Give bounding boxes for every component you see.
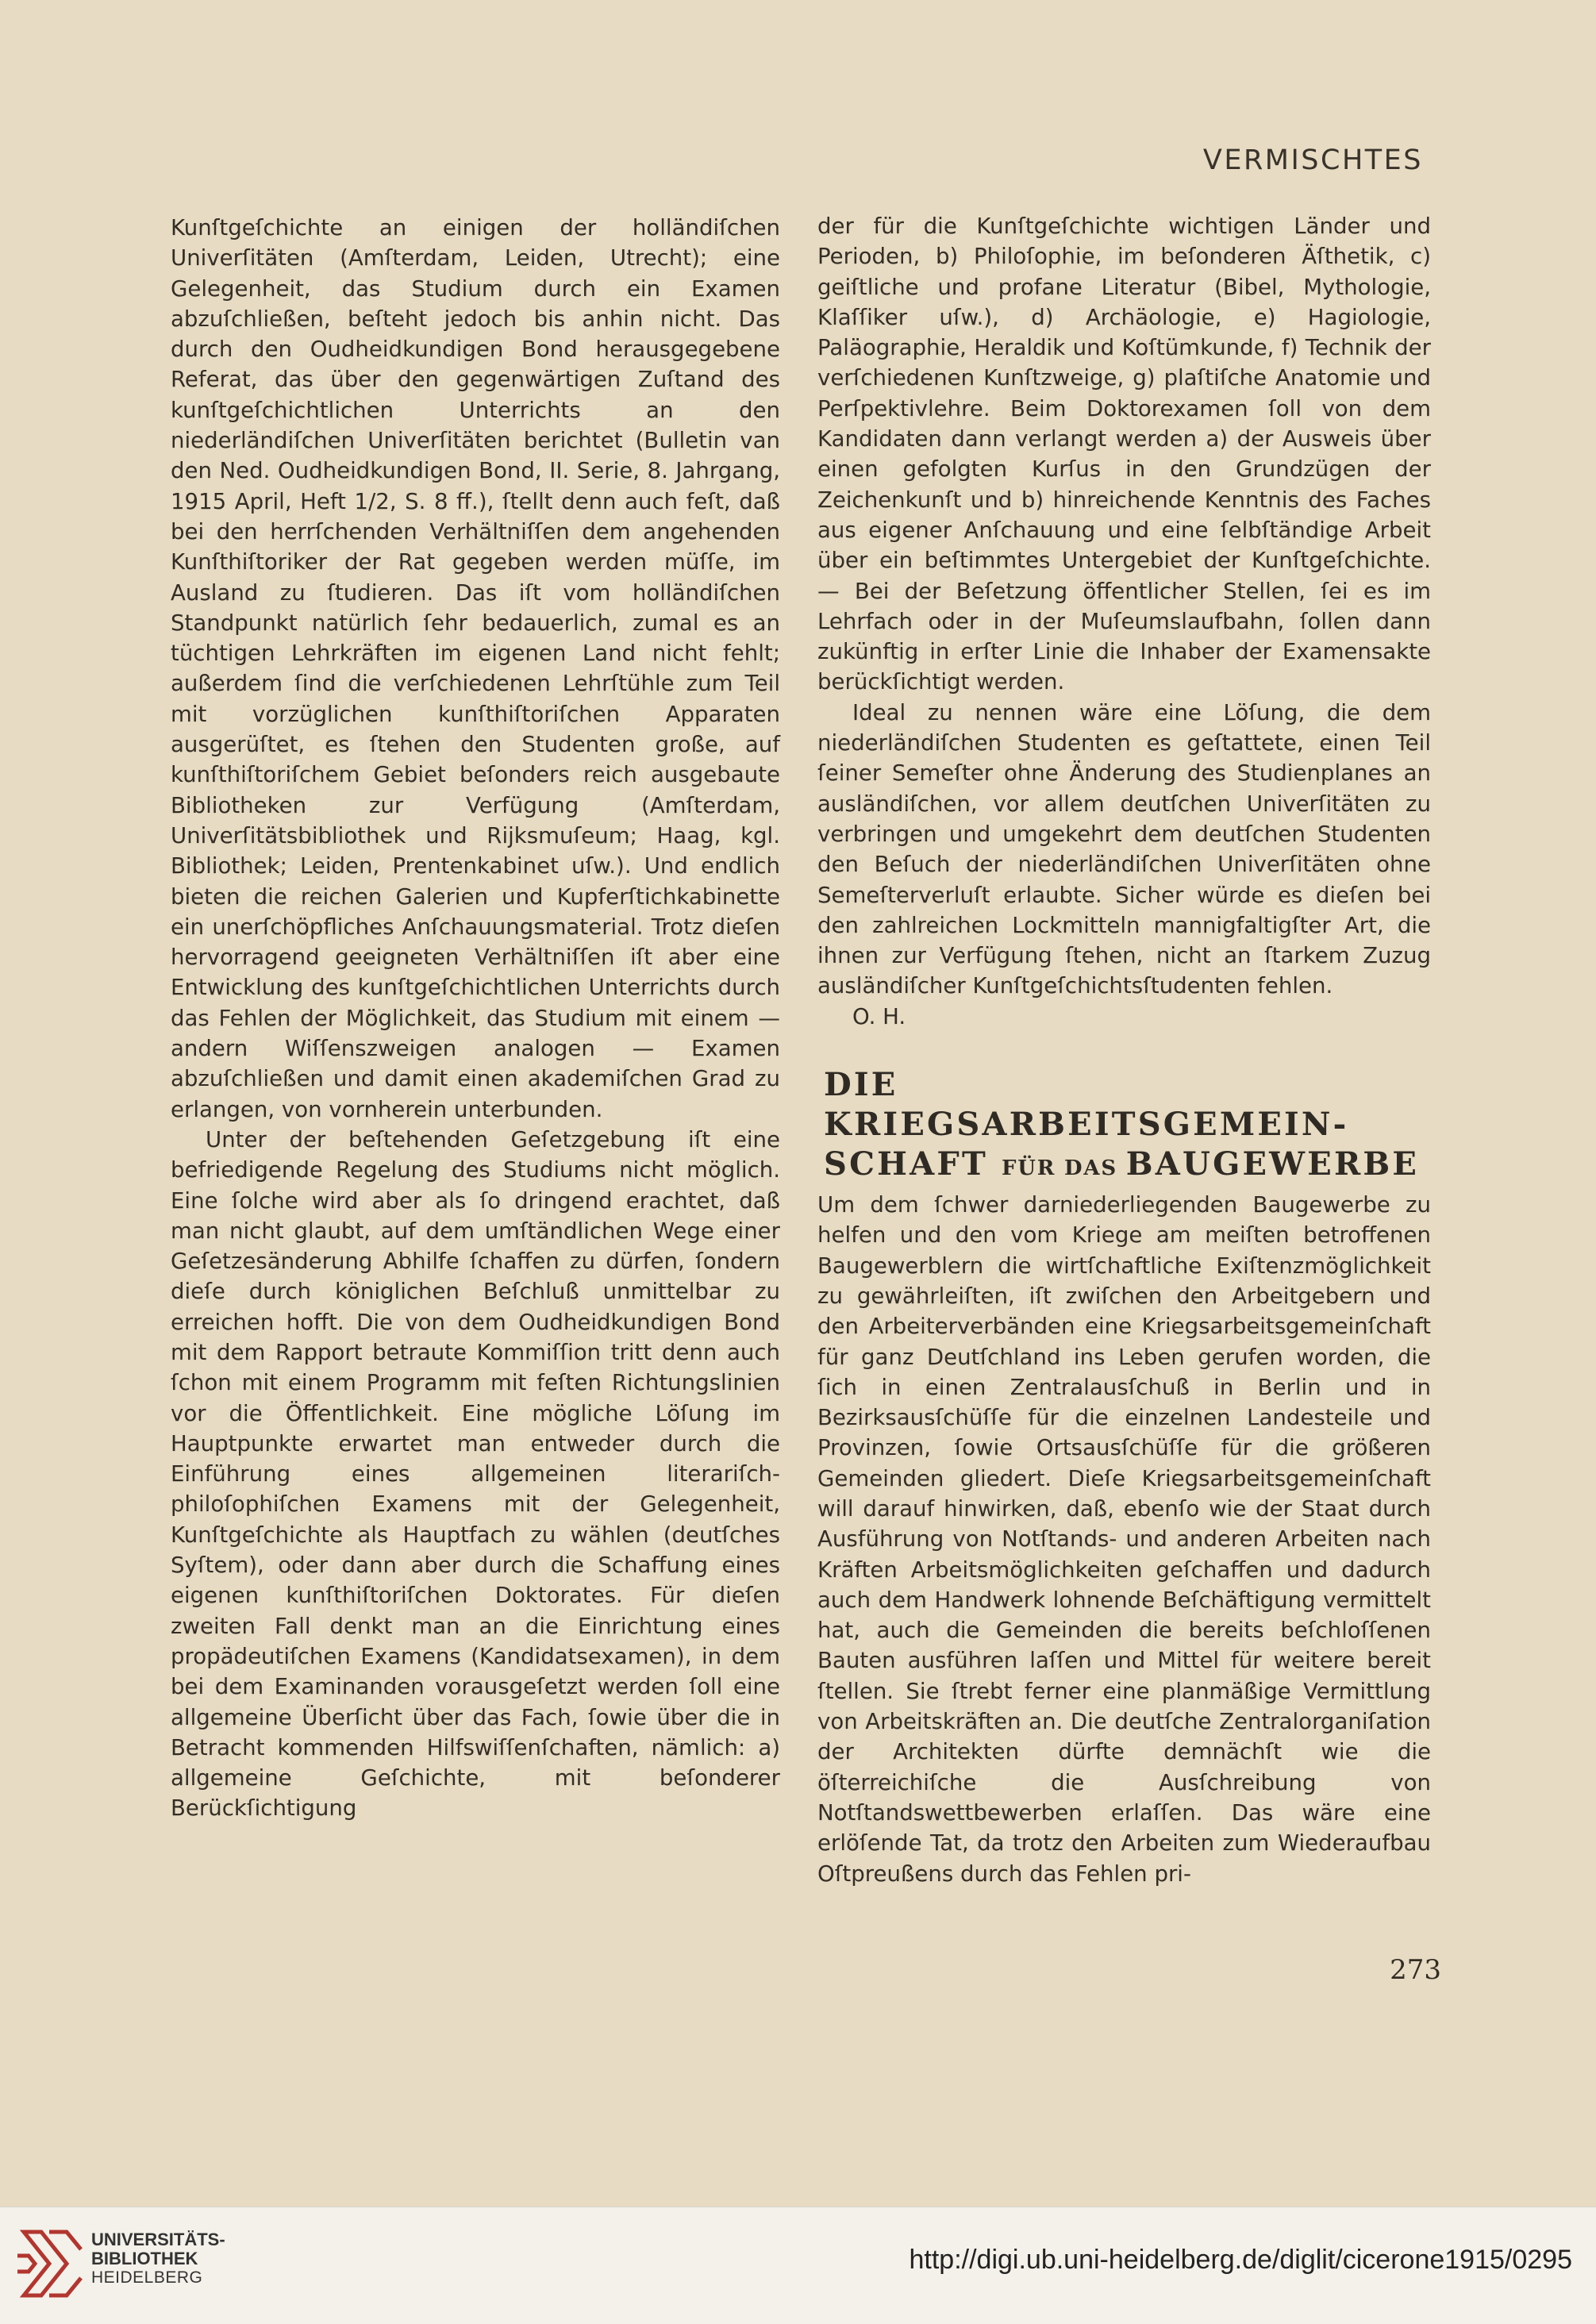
left-paragraph-1: Kunſtgeſchichte an einigen der holländiſchen Univerſitäten (Amſterdam, Leiden, Utrecht); eine Gelegenheit, das Studium durch ein Examen abzuſchließen, beſteht jedoch bis anhin nicht. Das durch den Oudheidkundigen Bond herausgegebene Referat, das über den gegenwärtigen Zuſtand des kunſtgeſchichtlichen Unterrichts an den niederländiſchen Univerſitäten berichtet (Bulletin van den Ned. Oudheidkundigen Bond, II. Serie, 8. Jahrgang, 1915 April, Heft 1/2, S. 8 ff.), ſtellt denn auch feſt, daß bei den herrſchenden Verhältniſſen dem angehenden Kunſthiſtoriker der Rat gegeben werden müſſe, im Ausland zu ſtudieren. Das iſt vom holländiſchen Standpunkt natürlich ſehr bedauerlich, zumal es an tüchtigen Lehrkräften im eigenen Land nicht fehlt; außerdem ſind die verſchiedenen Lehrſtühle zum Teil mit vorzüglichen kunſthiſtoriſchen Apparaten ausgerüſtet, es ſtehen den Studenten große, auf kunſthiſtoriſchem Gebiet beſonders reich ausgebaute Bibliotheken zur Verfügung (Amſterdam, Univerſitätsbibliothek und Rijksmuſeum; Haag, kgl. Bibliothek; Leiden, Prentenkabinet uſw.). Und endlich bieten die reichen Galerien und Kupferſtichkabinette ein unerſchöpfliches Anſchauungsmaterial. Trotz dieſen hervorragend geeigneten Verhältniſſen iſt aber eine Entwicklung des kunſtgeſchichtlichen Unterrichts durch das Fehlen der Möglichkeit, das Studium mit einem — andern Wiſſenszweigen analogen — Examen abzuſchließen und damit einen akademiſchen Grad zu erlangen, von vornherein unterbunden. (171, 214, 780, 1122)
library-logo-icon (17, 2224, 83, 2303)
heading-line-2 (824, 1145, 1431, 1188)
library-name (91, 2230, 225, 2287)
article-heading (824, 1065, 1431, 1188)
heading-word-baugewerbe: BAUGEWERBE (1125, 1145, 1420, 1183)
heading-word-schaft: SCHAFT (824, 1145, 1002, 1183)
library-name-line-2: BIBLIOTHEK (91, 2249, 198, 2268)
right-paragraph-1: der für die Kunſtgeſchichte wichtigen Länder und Perioden, b) Philoſophie, im beſonderen Äſthetik, c) geiſtliche und profane Literatur (Bibel, Mythologie, Klaſſiker uſw.), d) Archäologie, e) Hagiologie, Paläographie, Heraldik und Koſtümkunde, f) Technik der verſchiedenen Kunſtzweige, g) plaſtiſche Anatomie und Perſpektivlehre. Beim Doktorexamen ſoll von dem Kandidaten dann verlangt werden a) der Ausweis über einen gefolgten Kurſus in den Grundzügen der Zeichenkunſt und b) hinreichende Kenntnis des Faches aus eigener Anſchauung und eine ſelbſtändige Arbeit über ein beſtimmtes Untergebiet der Kunſtgeſchichte. — Bei der Beſetzung öffentlicher Stellen, ſei es im Lehrfach oder in der Muſeumslaufbahn, ſollen dann zukünftig in erſter Linie die Inhaber der Examensakte berückſichtigt werden. (817, 213, 1431, 695)
running-title: VERMISCHTES (1202, 144, 1423, 176)
page-number: 273 (1390, 1954, 1441, 1986)
right-column (817, 211, 1431, 1889)
left-paragraph-2: Unter der beſtehenden Geſetzgebung iſt eine befriedigende Regelung des Studiums nicht möglich. Eine ſolche wird aber als ſo dringend erachtet, daß man nicht glaubt, auf dem umſtändlichen Wege einer Geſetzesänderung Abhilfe ſchaffen zu dürfen, ſondern dieſe durch königlichen Beſchluß unmittelbar zu erreichen hofft. Die von dem Oudheidkundigen Bond mit dem Rapport betraute Kommiſſion tritt denn auch ſchon mit einem Programm mit feſten Richtungslinien vor die Öffentlichkeit. Eine mögliche Löſung im Hauptpunkte erwartet man entweder durch die Einführung eines allgemeinen literariſch-philoſophiſchen Examens mit der Gelegenheit, Kunſtgeſchichte als Hauptfach zu wählen (deutſches Syſtem), oder dann aber durch die Schaffung eines eigenen kunſthiſtoriſchen Doktorates. Für dieſen zweiten Fall denkt man an die Einrichtung eines propädeutiſchen Examens (Kandidatsexamen), in dem bei dem Examinanden vorausgeſetzt werden ſoll eine allgemeine Überſicht über das Fach, ſowie über die in Betracht kommenden Hilfswiſſenſchaften, nämlich: a) allgemeine Geſchichte, mit beſonderer Berückſichtigung (171, 1125, 780, 1822)
heading-line-1: DIE KRIEGSARBEITSGEMEIN- (824, 1066, 1349, 1144)
right-paragraph-2: Ideal zu nennen wäre eine Löſung, die dem niederländiſchen Studenten es geſtattete, einen Teil ſeiner Semeſter ohne Änderung des Studienplanes an ausländiſchen, vor allem deutſchen Univerſitäten zu verbringen und umgekehrt dem deutſchen Studenten den Beſuch der niederländiſchen Univerſitäten ohne Semeſterverluſt erlaubte. Sicher würde es dieſen bei den zahlreichen Lockmitteln mannigfaltigſter Art, die ihnen zur Verfügung ſtehen, nicht an ſtarkem Zuzug ausländiſcher Kunſtgeſchichtsſtudenten fehlen. (817, 698, 1431, 999)
author-signature: O. H. (852, 1002, 906, 1029)
library-name-line-3: HEIDELBERG (91, 2268, 203, 2287)
heading-small-words: FÜR DAS (1002, 1156, 1126, 1181)
source-url-link[interactable]: http://digi.ub.uni-heidelberg.de/diglit/cicerone1915/0295 (909, 2245, 1572, 2275)
left-column (171, 213, 780, 1824)
library-name-line-1: UNIVERSITÄTS- (91, 2230, 225, 2249)
article-paragraph: Um dem ſchwer darniederliegenden Baugewerbe zu helfen und den vom Kriege am meiſten betroffenen Baugewerblern die wirtſchaftliche Exiſtenzmöglichkeit zu gewährleiſten, iſt zwiſchen den Arbeitgebern und den Arbeiterverbänden eine Kriegsarbeitsgemeinſchaft für ganz Deutſchland ins Leben gerufen worden, die ſich in einen Zentralausſchuß in Berlin und in Bezirksausſchüſſe für die einzelnen Landesteile und Provinzen, ſowie Ortsausſchüſſe für die größeren Gemeinden gliedert. Dieſe Kriegsarbeitsgemeinſchaft will darauf hinwirken, daß, ebenſo wie der Staat durch Ausführung von Notſtands- und anderen Arbeiten nach Kräften Arbeitsmöglichkeiten geſchaffen und dadurch auch dem Handwerk lohnende Beſchäftigung vermittelt hat, auch die Gemeinden die bereits beſchloſſenen Bauten ausführen laſſen und Mittel für weitere bereit ſtellen. Sie ſtrebt ferner eine planmäßige Vermittlung von Arbeitskräften an. Die deutſche Zentralorganiſation der Architekten dürfte demnächſt wie die öſterreichiſche die Ausſchreibung von Notſtandswettbewerben erlaſſen. Das wäre eine erlöſende Tat, da trotz den Arbeiten zum Wiederaufbau Oſtpreußens durch das Fehlen pri- (817, 1191, 1431, 1887)
